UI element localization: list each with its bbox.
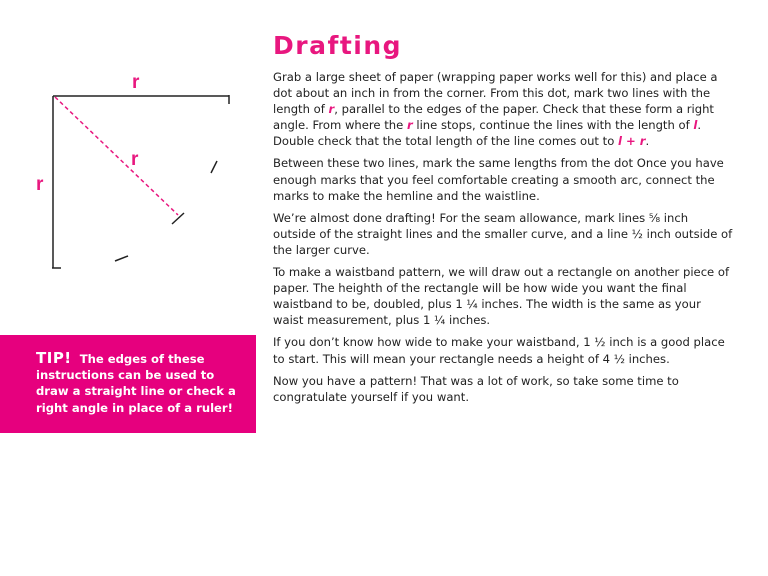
label-diagonal-r: r — [131, 149, 139, 170]
paragraph-2: Between these two lines, mark the same lengths from the dot Once you have enough marks that you feel comfortable creating a smooth arc, connect the marks to make the hemline and the waistline. — [273, 156, 724, 203]
arc-mark-bottom — [115, 256, 128, 261]
paragraph-4: To make a waistband pattern, we will draw out a rectangle on another piece of paper. The heighth of the rectangle will be how wide you want the final waistband to be, doubled, plus 1 ¼ inches. The width is the same as your waist measurement, plus 1 ¼ inches. — [273, 265, 730, 328]
p1-text-d: . Double check that the total length of the line comes out to — [273, 118, 702, 149]
drafting-diagram — [0, 0, 260, 300]
label-top-r: r — [132, 72, 140, 93]
p1-var-r1: r — [328, 102, 335, 117]
label-left-r: r — [36, 174, 44, 195]
p1-var-sum: l + r — [617, 134, 646, 149]
paragraph-3: We’re almost done drafting! For the seam allowance, mark lines ⅝ inch outside of the straight lines and the smaller curve, and a line ½ inch outside of the larger curve. — [273, 210, 733, 257]
p1-var-r2: r — [406, 118, 413, 133]
p1-text-a: Grab a large sheet of paper (wrapping paper works well for this) and place a dot about an inch in from the corner. From this dot, mark two lines with the length of — [273, 70, 718, 117]
tip-text: The edges of these instructions can be used to draw a straight line or check a right angle in place of a ruler! — [36, 352, 236, 415]
paragraph-5: If you don’t know how wide to make your waistband, 1 ½ inch is a good place to start. This will mean your rectangle needs a height of 4 ½ inches. — [273, 335, 725, 366]
p1-text-c: line stops, continue the lines with the length of — [412, 118, 694, 133]
paragraph-1 — [273, 69, 733, 149]
page-title: Drafting — [273, 31, 403, 60]
arc-mark-right — [211, 161, 217, 173]
tip-heading: TIP! — [36, 349, 72, 367]
paragraph-6: Now you have a pattern! That was a lot of work, so take some time to congratulate yourself if you want. — [273, 373, 679, 404]
p1-text-b: , parallel to the edges of the paper. Check that these form a right angle. From where the — [273, 102, 714, 133]
tip-box — [0, 335, 256, 433]
p1-var-l1: l — [693, 118, 698, 133]
diagonal-dashed-line — [55, 97, 178, 215]
instructions-body — [273, 69, 733, 411]
p1-text-e: . — [645, 134, 650, 149]
